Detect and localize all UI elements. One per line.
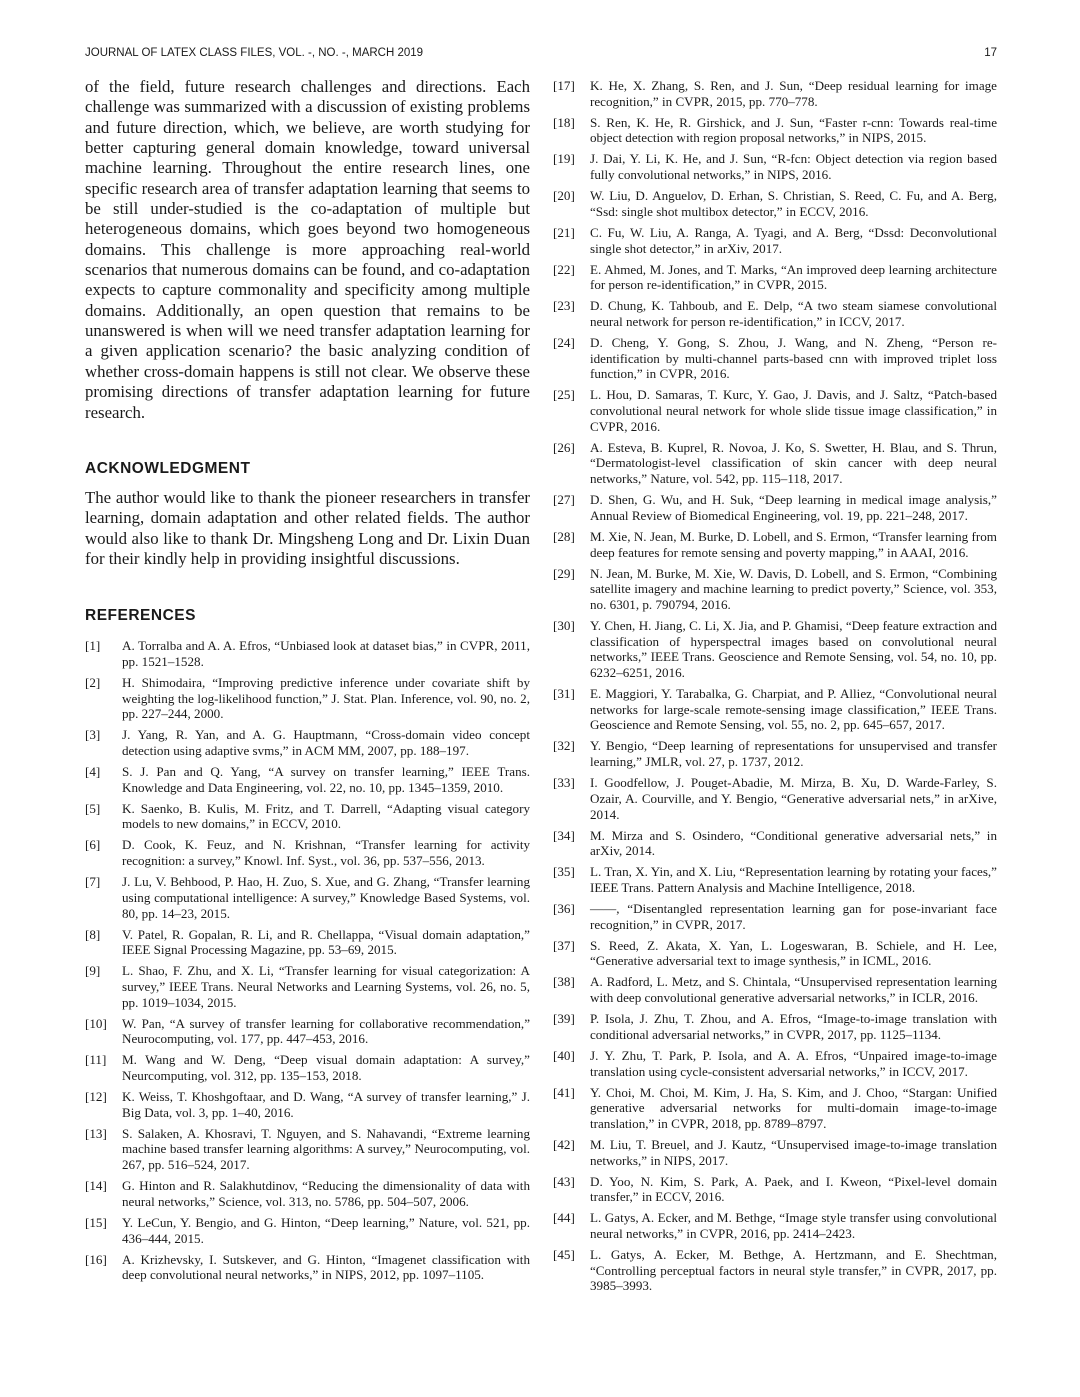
- reference-item: [553, 387, 997, 434]
- reference-number: [2]: [85, 674, 101, 690]
- reference-item: [85, 963, 530, 1010]
- references-heading: REFERENCES: [85, 607, 196, 625]
- reference-number: [38]: [553, 974, 575, 990]
- reference-item: [553, 738, 997, 769]
- reference-text: V. Patel, R. Gopalan, R. Li, and R. Chellappa, “Visual domain adaptation,” IEEE Signal Processing Magazine, pp. 53–69, 2015.: [122, 926, 530, 958]
- reference-text: W. Pan, “A survey of transfer learning for collaborative recommendation,” Neurocomputing, vol. 177, pp. 447–453, 2016.: [122, 1015, 530, 1047]
- reference-text: Y. Bengio, “Deep learning of representations for unsupervised and transfer learning,” JMLR, vol. 27, p. 1737, 2012.: [590, 738, 997, 770]
- reference-text: A. Esteva, B. Kuprel, R. Novoa, J. Ko, S. Swetter, H. Blau, and S. Thrun, “Dermatologist-level classification of skin cancer with deep neural networks,” Nature, vol. 542, pp. 115–118, 2017.: [590, 439, 997, 487]
- reference-number: [43]: [553, 1173, 575, 1189]
- page-number: 17: [984, 47, 997, 59]
- reference-number: [19]: [553, 151, 575, 167]
- reference-text: I. Goodfellow, J. Pouget-Abadie, M. Mirza, B. Xu, D. Warde-Farley, S. Ozair, A. Courville, and Y. Bengio, “Generative adversarial nets,” in arXive, 2014.: [590, 775, 997, 822]
- reference-text: D. Shen, G. Wu, and H. Suk, “Deep learning in medical image analysis,” Annual Review of Biomedical Engineering, vol. 19, pp. 221–248, 2017.: [590, 492, 997, 523]
- reference-item: [553, 828, 997, 859]
- reference-item: [553, 1174, 997, 1205]
- reference-number: [12]: [85, 1089, 107, 1105]
- reference-number: [45]: [553, 1247, 575, 1263]
- reference-text: J. Dai, Y. Li, K. He, and J. Sun, “R-fcn: Object detection via region based fully convolutional networks,” in NIPS, 2016.: [590, 151, 997, 183]
- reference-text: L. Shao, F. Zhu, and X. Li, “Transfer learning for visual categorization: A survey,” IEEE Trans. Neural Networks and Learning Systems, vol. 26, no. 5, pp. 1019–1034, 2015.: [122, 963, 530, 1010]
- reference-item: [85, 764, 530, 795]
- reference-number: [36]: [553, 900, 575, 916]
- reference-text: H. Shimodaira, “Improving predictive inference under covariate shift by weighting the log-likelihood function,” J. Stat. Plan. Inference, vol. 90, no. 2, pp. 227–244, 2000.: [122, 674, 530, 722]
- reference-item: [553, 686, 997, 733]
- reference-item: [553, 335, 997, 382]
- reference-text: M. Xie, N. Jean, M. Burke, D. Lobell, and S. Ermon, “Transfer learning from deep features for remote sensing and poverty mapping,” in AAAI, 2016.: [590, 528, 997, 560]
- reference-text: ——, “Disentangled representation learning gan for pose-invariant face recognition,” in CVPR, 2017.: [590, 900, 997, 932]
- reference-item: [553, 1210, 997, 1241]
- reference-number: [40]: [553, 1047, 575, 1063]
- reference-number: [7]: [85, 874, 101, 890]
- reference-number: [9]: [85, 963, 101, 979]
- reference-number: [16]: [85, 1251, 107, 1267]
- reference-text: A. Torralba and A. A. Efros, “Unbiased look at dataset bias,” in CVPR, 2011, pp. 1521–1528.: [122, 638, 530, 669]
- reference-text: W. Liu, D. Anguelov, D. Erhan, S. Christian, S. Reed, C. Fu, and A. Berg, “Ssd: single shot multibox detector,” in ECCV, 2016.: [590, 188, 997, 219]
- reference-text: N. Jean, M. Burke, M. Xie, W. Davis, D. Lobell, and S. Ermon, “Combining satellite imagery and machine learning to predict poverty,” Science, vol. 353, no. 6301, p. 790794, 2016.: [590, 565, 997, 612]
- reference-item: [85, 638, 530, 669]
- reference-text: J. Y. Zhu, T. Park, P. Isola, and A. A. Efros, “Unpaired image-to-image translation using cycle-consistent adversarial networks,” in ICCV, 2017.: [590, 1047, 997, 1079]
- reference-item: [553, 864, 997, 895]
- reference-text: M. Mirza and S. Osindero, “Conditional generative adversarial nets,” in arXiv, 2014.: [590, 827, 997, 859]
- reference-text: A. Radford, L. Metz, and S. Chintala, “Unsupervised representation learning with deep convolutional generative adversarial networks,” in ICLR, 2016.: [590, 974, 997, 1006]
- reference-number: [5]: [85, 800, 101, 816]
- reference-item: [553, 974, 997, 1005]
- intro-paragraph: of the field, future research challenges and directions. Each challenge was summarized with a discussion of existing problems and future direction, which, we believe, are worth studying for better capturing general domain knowledge, toward universal machine learning. Throughout the entire research lines, one specific research area of transfer adaptation learning that seems to be still under-studied is the co-adaptation of multiple but heterogeneous domains, which goes beyond two homogeneous domains. This challenge is more approaching real-world scenarios that numerous domains can be found, and co-adaptation expects to capture commonality and specificity among multiple domains. Additionally, an open question that remains to be unanswered is when will we need transfer adaptation learning for a given application scenario? the basic analyzing condition of whether cross-domain happens is still not clear. We observe these promising directions of transfer adaptation learning for future research.: [85, 77, 530, 422]
- reference-number: [10]: [85, 1015, 107, 1031]
- running-header: [85, 47, 997, 65]
- reference-item: [553, 529, 997, 560]
- reference-item: [85, 874, 530, 921]
- reference-number: [13]: [85, 1125, 107, 1141]
- reference-number: [42]: [553, 1136, 575, 1152]
- reference-text: M. Liu, T. Breuel, and J. Kautz, “Unsupervised image-to-image translation networks,” in NIPS, 2017.: [590, 1136, 997, 1168]
- reference-number: [3]: [85, 727, 101, 743]
- reference-number: [20]: [553, 188, 575, 204]
- reference-item: [85, 1089, 530, 1120]
- reference-item: [553, 566, 997, 613]
- reference-number: [6]: [85, 837, 101, 853]
- reference-item: [553, 78, 997, 109]
- reference-text: K. Saenko, B. Kulis, M. Fritz, and T. Darrell, “Adapting visual category models to new domains,” in ECCV, 2010.: [122, 800, 530, 832]
- reference-number: [34]: [553, 827, 575, 843]
- reference-text: K. Weiss, T. Khoshgoftaar, and D. Wang, “A survey of transfer learning,” J. Big Data, vol. 3, pp. 1–40, 2016.: [122, 1089, 530, 1120]
- reference-text: A. Krizhevsky, I. Sutskever, and G. Hinton, “Imagenet classification with deep convolutional neural networks,” in NIPS, 2012, pp. 1097–1105.: [122, 1251, 530, 1283]
- reference-text: L. Tran, X. Yin, and X. Liu, “Representation learning by rotating your faces,” IEEE Trans. Pattern Analysis and Machine Intelligence, 2018.: [590, 864, 997, 895]
- reference-item: [553, 225, 997, 256]
- left-column: [85, 77, 530, 1288]
- reference-number: [11]: [85, 1052, 107, 1068]
- reference-text: L. Hou, D. Samaras, T. Kurc, Y. Gao, J. Davis, and J. Saltz, “Patch-based convolutional neural network for whole slide tissue image classification,” in CVPR, 2016.: [590, 387, 997, 434]
- reference-item: [553, 151, 997, 182]
- reference-text: S. Reed, Z. Akata, X. Yan, L. Logeswaran, B. Schiele, and H. Lee, “Generative adversarial text to image synthesis,” in ICML, 2016.: [590, 937, 997, 969]
- reference-number: [37]: [553, 937, 575, 953]
- reference-item: [553, 901, 997, 932]
- reference-text: S. Salaken, A. Khosravi, T. Nguyen, and S. Nahavandi, “Extreme learning machine based transfer learning algorithms: A survey,” Neurocomputing, vol. 267, pp. 516–524, 2017.: [122, 1125, 530, 1173]
- reference-item: [85, 1126, 530, 1173]
- right-column: [553, 78, 997, 1299]
- reference-item: [85, 675, 530, 722]
- reference-item: [85, 1016, 530, 1047]
- acknowledgment-text: The author would like to thank the pioneer researchers in transfer learning, domain adaptation and other related fields. The author would also like to thank Dr. Mingsheng Long and Dr. Lixin Duan for their kindly help in providing insightful discussions.: [85, 487, 530, 568]
- reference-number: [35]: [553, 864, 575, 880]
- reference-text: D. Cook, K. Feuz, and N. Krishnan, “Transfer learning for activity recognition: a survey,” Knowl. Inf. Syst., vol. 36, pp. 537–556, 2013.: [122, 837, 530, 869]
- reference-number: [1]: [85, 638, 101, 654]
- reference-text: D. Yoo, N. Kim, S. Park, A. Paek, and I. Kweon, “Pixel-level domain transfer,” in ECCV, 2016.: [590, 1173, 997, 1205]
- reference-text: G. Hinton and R. Salakhutdinov, “Reducing the dimensionality of data with neural networks,” Science, vol. 313, no. 5786, pp. 504–507, 2006.: [122, 1178, 530, 1209]
- reference-text: S. J. Pan and Q. Yang, “A survey on transfer learning,” IEEE Trans. Knowledge and Data Engineering, vol. 22, no. 10, pp. 1345–1359, 2010.: [122, 764, 530, 795]
- reference-number: [24]: [553, 334, 575, 350]
- references-list-right: [553, 78, 997, 1294]
- reference-item: [553, 775, 997, 822]
- reference-number: [26]: [553, 439, 575, 455]
- reference-text: J. Yang, R. Yan, and A. G. Hauptmann, “Cross-domain video concept detection using adaptive svms,” in ACM MM, 2007, pp. 188–197.: [122, 727, 530, 759]
- reference-number: [21]: [553, 224, 575, 240]
- reference-item: [553, 1247, 997, 1294]
- reference-item: [553, 1137, 997, 1168]
- reference-item: [553, 1085, 997, 1132]
- journal-title: JOURNAL OF LATEX CLASS FILES, VOL. -, NO. -, MARCH 2019: [85, 47, 424, 59]
- reference-text: K. He, X. Zhang, S. Ren, and J. Sun, “Deep residual learning for image recognition,” in CVPR, 2015, pp. 770–778.: [590, 78, 997, 109]
- reference-item: [85, 1252, 530, 1283]
- reference-number: [44]: [553, 1210, 575, 1226]
- reference-text: D. Cheng, Y. Gong, S. Zhou, J. Wang, and N. Zheng, “Person re-identification by multi-channel parts-based cnn with improved triplet loss function,” in CVPR, 2016.: [590, 334, 997, 382]
- reference-text: Y. Choi, M. Choi, M. Kim, J. Ha, S. Kim, and J. Choo, “Stargan: Unified generative adversarial networks for multi-domain image-to-image translation,” in CVPR, 2018, pp. 8789–8797.: [590, 1084, 997, 1131]
- reference-item: [553, 1048, 997, 1079]
- reference-item: [553, 298, 997, 329]
- reference-text: L. Gatys, A. Ecker, and M. Bethge, “Image style transfer using convolutional neural networks,” in CVPR, 2016, pp. 2414–2423.: [590, 1210, 997, 1242]
- reference-number: [25]: [553, 387, 575, 403]
- reference-number: [29]: [553, 565, 575, 581]
- reference-text: S. Ren, K. He, R. Girshick, and J. Sun, “Faster r-cnn: Towards real-time object detection with region proposal networks,” in NIPS, 2015.: [590, 114, 997, 146]
- reference-number: [27]: [553, 492, 575, 508]
- reference-item: [553, 115, 997, 146]
- reference-item: [553, 492, 997, 523]
- reference-item: [85, 801, 530, 832]
- reference-text: D. Chung, K. Tahboub, and E. Delp, “A two steam siamese convolutional neural network for person re-identification,” in ICCV, 2017.: [590, 298, 997, 329]
- reference-number: [14]: [85, 1178, 107, 1194]
- reference-number: [8]: [85, 926, 101, 942]
- reference-item: [85, 727, 530, 758]
- reference-item: [553, 938, 997, 969]
- reference-text: P. Isola, J. Zhu, T. Zhou, and A. Efros, “Image-to-image translation with conditional adversarial networks,” in CVPR, 2017, pp. 1125–1134.: [590, 1011, 997, 1042]
- reference-number: [22]: [553, 261, 575, 277]
- reference-number: [4]: [85, 764, 101, 780]
- reference-item: [85, 1052, 530, 1083]
- references-list-left: [85, 638, 530, 1283]
- reference-text: Y. Chen, H. Jiang, C. Li, X. Jia, and P. Ghamisi, “Deep feature extraction and classification of hyperspectral images based on convolutional neural networks,” IEEE Trans. Geoscience and Remote Sensing, vol. 54, no. 10, pp. 6232–6251, 2016.: [590, 617, 997, 681]
- reference-item: [85, 927, 530, 958]
- reference-number: [31]: [553, 686, 575, 702]
- reference-item: [553, 618, 997, 681]
- reference-item: [553, 1011, 997, 1042]
- reference-number: [17]: [553, 78, 575, 93]
- reference-item: [85, 1178, 530, 1209]
- reference-text: E. Ahmed, M. Jones, and T. Marks, “An improved deep learning architecture for person re-identification,” in CVPR, 2015.: [590, 261, 997, 293]
- reference-text: M. Wang and W. Deng, “Deep visual domain adaptation: A survey,” Neurcomputing, vol. 312, pp. 135–153, 2018.: [122, 1052, 530, 1084]
- acknowledgment-heading: ACKNOWLEDGMENT: [85, 459, 251, 477]
- reference-item: [85, 837, 530, 868]
- reference-number: [18]: [553, 114, 575, 130]
- reference-item: [553, 188, 997, 219]
- reference-number: [32]: [553, 738, 575, 754]
- reference-item: [553, 440, 997, 487]
- reference-text: E. Maggiori, Y. Tarabalka, G. Charpiat, and P. Alliez, “Convolutional neural networks for large-scale remote-sensing image classification,” IEEE Trans. Geoscience and Remote Sensing, vol. 55, no. 2, pp. 645–657, 2017.: [590, 686, 997, 733]
- reference-number: [15]: [85, 1214, 107, 1230]
- reference-number: [41]: [553, 1084, 575, 1100]
- reference-item: [553, 262, 997, 293]
- reference-number: [28]: [553, 528, 575, 544]
- reference-text: J. Lu, V. Behbood, P. Hao, H. Zuo, S. Xue, and G. Zhang, “Transfer learning using computational intelligence: A survey,” Knowledge Based Systems, vol. 80, pp. 14–23, 2015.: [122, 874, 530, 921]
- reference-number: [33]: [553, 775, 575, 791]
- reference-text: L. Gatys, A. Ecker, M. Bethge, A. Hertzmann, and E. Shechtman, “Controlling perceptual factors in neural style transfer,” in CVPR, 2017, pp. 3985–3993.: [590, 1247, 997, 1294]
- reference-item: [85, 1215, 530, 1246]
- reference-text: C. Fu, W. Liu, A. Ranga, A. Tyagi, and A. Berg, “Dssd: Deconvolutional single shot detector,” in arXiv, 2017.: [590, 224, 997, 256]
- reference-number: [30]: [553, 617, 575, 633]
- reference-number: [39]: [553, 1011, 575, 1027]
- reference-number: [23]: [553, 298, 575, 314]
- reference-text: Y. LeCun, Y. Bengio, and G. Hinton, “Deep learning,” Nature, vol. 521, pp. 436–444, 2015.: [122, 1214, 530, 1246]
